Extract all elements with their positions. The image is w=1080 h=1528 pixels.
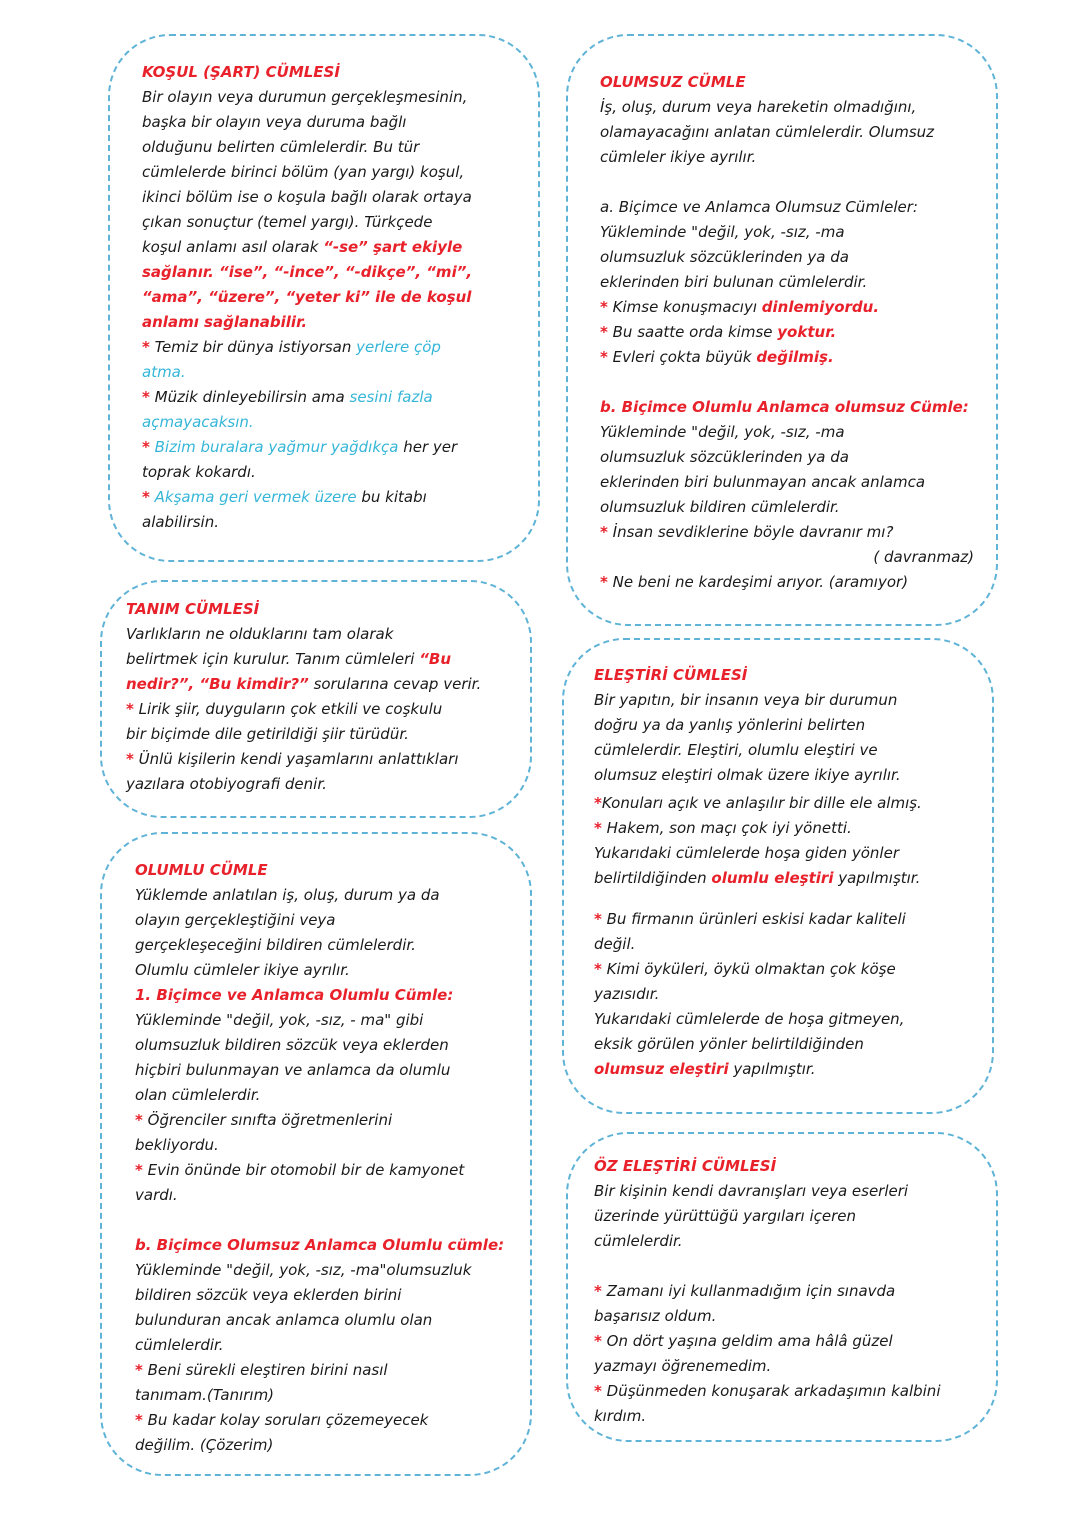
example: * Evin önünde bir otomobil bir de kamyonet (135, 1161, 465, 1179)
text-line: koşul anlamı asıl olarak “-se” şart ekiyle (142, 238, 463, 256)
example: * Bu saatte orda kimse yoktur. (600, 323, 837, 341)
text-line: hiçbiri bulunmayan ve anlamca da olumlu (135, 1061, 451, 1079)
text-line: bildiren sözcük veya eklerden birini (135, 1286, 402, 1304)
text-line: cümlelerde birinci bölüm (yan yargı) koşul, (142, 163, 465, 181)
example: * Akşama geri vermek üzere bu kitabı (142, 488, 427, 506)
text-line: kırdım. (594, 1407, 647, 1425)
text-line: Bir yapıtın, bir insanın veya bir durumun (594, 691, 898, 709)
example: * Düşünmeden konuşarak arkadaşımın kalbini (594, 1382, 941, 1400)
text-line: belirtmek için kurulur. Tanım cümleleri “Bu (126, 650, 452, 668)
subtitle: b. Biçimce Olumlu Anlamca olumsuz Cümle: (600, 398, 969, 416)
text-line: Yükleminde "değil, yok, -sız, -ma (600, 223, 845, 241)
olumsuz-title: OLUMSUZ CÜMLE (600, 73, 746, 91)
example: * Beni sürekli eleştiren birini nasıl (135, 1361, 388, 1379)
text-line: Yükleminde "değil, yok, -sız, -ma (600, 423, 845, 441)
text-line: cümlelerdir. (135, 1336, 224, 1354)
text-line: bir biçimde dile getirildiği şiir türüdür. (126, 725, 409, 743)
example: * Kimse konuşmacıyı dinlemiyordu. (600, 298, 880, 316)
text-line: cümleler ikiye ayrılır. (600, 148, 757, 166)
example: * Ne beni ne kardeşimi arıyor. (aramıyor) (600, 573, 909, 591)
olumsuz-text (600, 95, 988, 595)
text-line: sağlanır. “ise”, “-ince”, “-dikçe”, “mi”, (142, 263, 473, 281)
text-line: başka bir olayın veya duruma bağlı (142, 113, 407, 131)
subtitle: a. Biçimce ve Anlamca Olumsuz Cümleler: (600, 198, 918, 216)
example: * Bu kadar kolay soruları çözemeyecek (135, 1411, 429, 1429)
text-line: Yukarıdaki cümlelerde hoşa giden yönler (594, 844, 899, 862)
olumsuz-content (600, 70, 988, 595)
text-line: tanımam.(Tanırım) (135, 1386, 275, 1404)
ozelestiri-text (594, 1179, 990, 1429)
text-line: eklerinden biri bulunan cümlelerdir. (600, 273, 868, 291)
text-line: olumsuzluk bildiren cümlelerdir. (600, 498, 840, 516)
tanim-content (126, 597, 526, 797)
ozelestiri-title: ÖZ ELEŞTİRİ CÜMLESİ (594, 1157, 777, 1175)
example: * Ünlü kişilerin kendi yaşamlarını anlattıkları (126, 750, 459, 768)
olumlu-text (135, 883, 527, 1458)
tanim-text (126, 622, 526, 797)
text-line: olumsuzluk bildiren sözcük veya eklerden (135, 1036, 449, 1054)
example: * Bu firmanın ürünleri eskisi kadar kaliteli (594, 910, 906, 928)
elestiri-content (594, 663, 990, 1082)
text-line: olamayacağını anlatan cümlelerdir. Olumsuz (600, 123, 935, 141)
text-line: cümlelerdir. Eleştiri, olumlu eleştiri ve (594, 741, 878, 759)
text-line: bulunduran ancak anlamca olumlu olan (135, 1311, 433, 1329)
text-line: olduğunu belirten cümlelerdir. Bu tür (142, 138, 420, 156)
text-line: toprak kokardı. (142, 463, 256, 481)
text-line: Varlıkların ne olduklarını tam olarak (126, 625, 394, 643)
text-line: eksik görülen yönler belirtildiğinden (594, 1035, 864, 1053)
example: * Öğrenciler sınıfta öğretmenlerini (135, 1111, 393, 1129)
text-line: atma. (142, 363, 186, 381)
text-line: olumsuzluk sözcüklerinden ya da (600, 448, 849, 466)
text-line: Yukarıdaki cümlelerde de hoşa gitmeyen, (594, 1010, 905, 1028)
text-line: İş, oluş, durum veya hareketin olmadığını, (600, 98, 917, 116)
text-line: gerçekleşeceğini bildiren cümlelerdir. (135, 936, 416, 954)
text-line: yazmayı öğrenemedim. (594, 1357, 772, 1375)
text-line: Bir kişinin kendi davranışları veya eserleri (594, 1182, 909, 1200)
example: * Lirik şiir, duyguların çok etkili ve coşkulu (126, 700, 443, 718)
text-line: doğru ya da yanlış yönlerini belirten (594, 716, 866, 734)
text-line: alabilirsin. (142, 513, 219, 531)
text-line: çıkan sonuçtur (temel yargı). Türkçede (142, 213, 433, 231)
text-line: olumsuz eleştiri olmak üzere ikiye ayrılır. (594, 766, 901, 784)
ozelestiri-content (594, 1154, 990, 1429)
kosul-title: KOŞUL (ŞART) CÜMLESİ (142, 63, 340, 81)
example: * On dört yaşına geldim ama hâlâ güzel (594, 1332, 893, 1350)
example: * Bizim buralara yağmur yağdıkça her yer (142, 438, 458, 456)
text-line: üzerinde yürüttüğü yargıları içeren (594, 1207, 857, 1225)
text-line: Yükleminde "değil, yok, -sız, - ma" gibi (135, 1011, 424, 1029)
text-line: olayın gerçekleştiğini veya (135, 911, 336, 929)
text-line: olumsuz eleştiri yapılmıştır. (594, 1060, 816, 1078)
text-line: cümlelerdir. (594, 1232, 683, 1250)
text-line: değil. (594, 935, 636, 953)
elestiri-text (594, 688, 990, 1082)
text-line: ( davranmaz) (873, 548, 974, 566)
text-line: olumsuzluk sözcüklerinden ya da (600, 248, 849, 266)
text-line: değilim. (Çözerim) (135, 1436, 274, 1454)
text-line: belirtildiğinden olumlu eleştiri yapılmıştır. (594, 869, 921, 887)
example: * Evleri çokta büyük değilmiş. (600, 348, 834, 366)
kosul-content (142, 60, 532, 535)
elestiri-title: ELEŞTİRİ CÜMLESİ (594, 666, 748, 684)
text-line: açmayacaksın. (142, 413, 254, 431)
text-line: yazısıdır. (594, 985, 660, 1003)
subtitle: b. Biçimce Olumsuz Anlamca Olumlu cümle: (135, 1236, 505, 1254)
text-line: Olumlu cümleler ikiye ayrılır. (135, 961, 350, 979)
text-line: Yüklemde anlatılan iş, oluş, durum ya da (135, 886, 440, 904)
text-line: Yükleminde "değil, yok, -sız, -ma"olumsuzluk (135, 1261, 472, 1279)
example: *Konuları açık ve anlaşılır bir dille ele almış. (594, 794, 922, 812)
tanim-title: TANIM CÜMLESİ (126, 600, 260, 618)
text-line: nedir?”, “Bu kimdir?” sorularına cevap verir. (126, 675, 482, 693)
example: * İnsan sevdiklerine böyle davranır mı? (600, 523, 894, 541)
example: * Hakem, son maçı çok iyi yönetti. (594, 819, 852, 837)
text-line: vardı. (135, 1186, 178, 1204)
text-line: “ama”, “üzere”, “yeter ki” ile de koşul (142, 288, 472, 306)
example: * Zamanı iyi kullanmadığım için sınavda (594, 1282, 896, 1300)
text-line: anlamı sağlanabilir. (142, 313, 308, 331)
text-line: ikinci bölüm ise o koşula bağlı olarak ortaya (142, 188, 472, 206)
text-line: başarısız oldum. (594, 1307, 717, 1325)
olumlu-content (135, 858, 527, 1458)
olumlu-title: OLUMLU CÜMLE (135, 861, 268, 879)
text-line: Bir olayın veya durumun gerçekleşmesinin, (142, 88, 468, 106)
example: * Müzik dinleyebilirsin ama sesini fazla (142, 388, 433, 406)
text-line: eklerinden biri bulunmayan ancak anlamca (600, 473, 926, 491)
text-line: yazılara otobiyografi denir. (126, 775, 327, 793)
kosul-text (142, 85, 532, 535)
example: * Temiz bir dünya istiyorsan yerlere çöp (142, 338, 441, 356)
subtitle: 1. Biçimce ve Anlamca Olumlu Cümle: (135, 986, 454, 1004)
text-line: olan cümlelerdir. (135, 1086, 261, 1104)
text-line: bekliyordu. (135, 1136, 219, 1154)
example: * Kimi öyküleri, öykü olmaktan çok köşe (594, 960, 896, 978)
